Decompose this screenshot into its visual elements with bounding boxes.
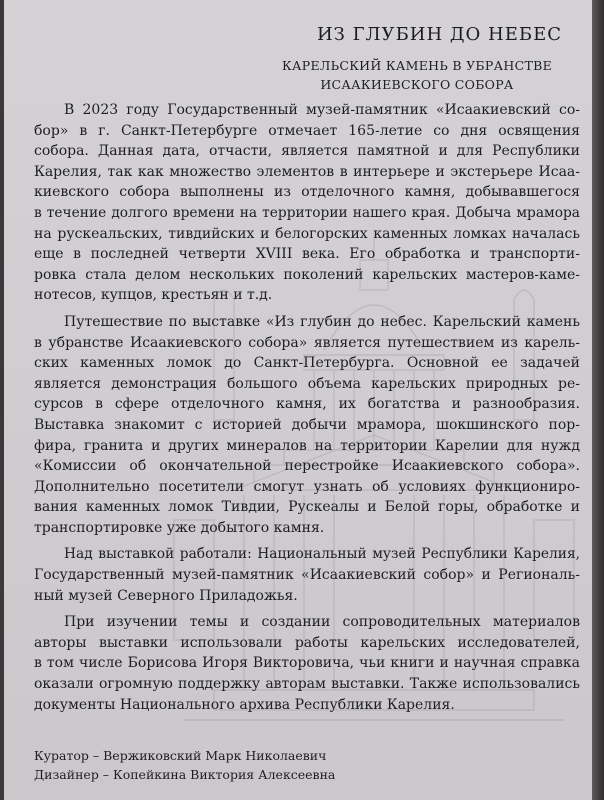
text-line: При изучении темы и создании сопроводительных материалов <box>64 614 580 631</box>
exhibition-subtitle <box>282 56 552 94</box>
paragraph-journey <box>34 312 580 539</box>
paragraph-sources <box>34 612 580 715</box>
text-line: авторы выставки использовали работы карельских исследователей, <box>34 634 580 651</box>
text-line: Над выставкой работали: Национальный музей Республики Карелия, <box>64 546 580 563</box>
exhibition-panel <box>4 0 592 800</box>
text-line: собора. Данная дата, отчасти, является памятной и для Республики <box>34 143 580 160</box>
exhibition-title: ИЗ ГЛУБИН ДО НЕБЕС <box>316 24 562 45</box>
text-line: бор» в г. Санкт-Петербурге отмечает 165-летие со дня освящения <box>34 122 580 139</box>
text-line: документы Национального архива Республики Карелия. <box>34 696 455 713</box>
designer-credit: Дизайнер – Копейкина Виктория Алексеевна <box>34 767 336 782</box>
curator-credit: Куратор – Вержиковский Марк Николаевич <box>34 748 327 763</box>
text-line: является демонстрация большого объема карельских природных ре- <box>34 375 580 392</box>
text-line: Выставка знакомит с историей добычи мрамора, шокшинского пор- <box>34 416 580 433</box>
text-line: «Комиссии об окончательной перестройке Исаакиевского собора». <box>34 458 580 475</box>
text-line: Путешествие по выставке «Из глубин до небес. Карельский камень <box>64 313 580 330</box>
panel-edge-shadow <box>592 0 604 800</box>
text-line: в течение долгого времени на территории нашего края. Добыча мрамора <box>34 204 580 221</box>
paragraph-organizers <box>34 544 580 606</box>
exhibition-description <box>34 100 580 721</box>
text-line: Государственный музей-памятник «Исаакиевский собор» и Региональ- <box>34 567 580 584</box>
text-line: в том числе Борисова Игоря Викторовича, чьи книги и научная справка <box>34 655 580 672</box>
text-line: ровка стала делом нескольких поколений карельских мастеров-камe- <box>34 266 580 283</box>
text-line: нотесов, купцов, крестьян и т.д. <box>34 287 273 304</box>
text-line: В 2023 году Государственный музей-памятник «Исаакиевский со- <box>64 102 580 118</box>
paragraph-intro <box>34 100 580 306</box>
text-line: сурсов в сфере отделочного камня, их богатства и разнообразия. <box>34 396 580 413</box>
text-line: оказали огромную поддержку авторам выставки. Также использовались <box>34 676 580 693</box>
subtitle-line: КАРЕЛЬСКИЙ КАМЕНЬ В УБРАНСТВЕ <box>282 58 552 73</box>
text-line: фира, гранита и других минералов на территории Карелии для нужд <box>34 437 580 454</box>
text-line: вания каменных ломок Тивдии, Рускеалы и Белой горы, обработке и <box>34 499 580 516</box>
text-line: транспортировке уже добытого камня. <box>34 519 325 536</box>
credits <box>34 746 335 784</box>
text-line: в убранстве Исаакиевского собора» является путешествием из карель- <box>34 334 580 351</box>
text-line: ный музей Северного Приладожья. <box>34 587 298 604</box>
text-line: Карелия, так как множество элементов в интерьере и экстерьере Исаа- <box>34 163 580 180</box>
text-line: еще в последней четверти XVIII века. Его обработка и транспорти- <box>34 246 580 263</box>
text-line: ских каменных ломок до Санкт-Петербурга. Основной ее задачей <box>34 355 580 372</box>
subtitle-line: ИСААКИЕВСКОГО СОБОРА <box>320 77 514 92</box>
text-line: на рускеальских, тивдийских и белогорских каменных ломках началась <box>34 225 580 242</box>
text-line: киевского собора выполнены из отделочного камня, добывавшегося <box>34 184 580 201</box>
text-line: Дополнительно посетители смогут узнать об условиях функциониро- <box>34 478 580 495</box>
